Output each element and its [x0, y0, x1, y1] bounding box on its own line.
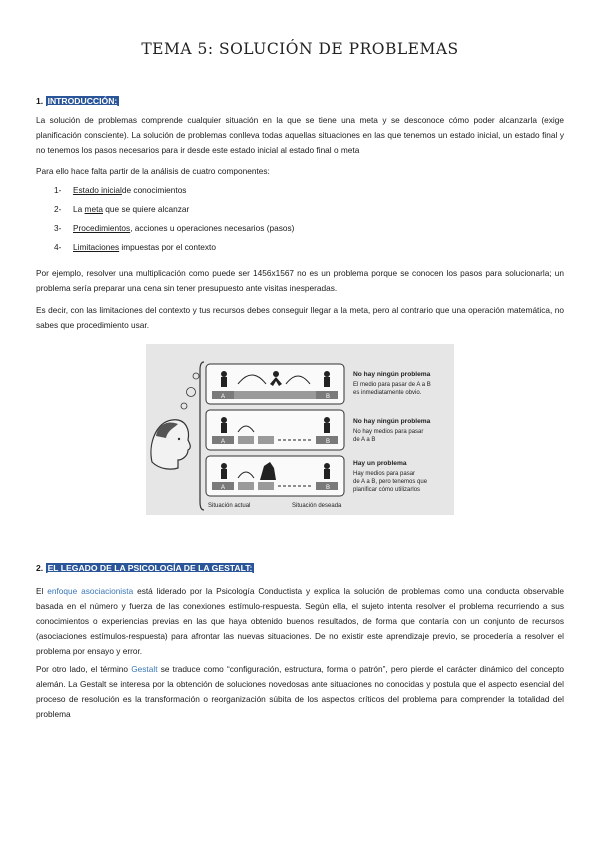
row-2-line-2: de A a B	[353, 437, 376, 443]
intro-paragraph-4: Es decir, con las limitaciones del contexto y tus recursos debes conseguir llegar a la meta, pero al contrario que una operación matemática, no sabes que procedimiento usar.	[36, 305, 564, 330]
section-2-number: 2.	[36, 563, 44, 573]
list-item: 2- La meta que se quiere alcanzar	[54, 204, 190, 214]
list-item: 4- Limitaciones impuestas por el contexto	[54, 242, 216, 252]
list-item: 1- Estado inicial de conocimientos	[54, 185, 187, 195]
gestalt-paragraph-2: Por otro lado, el término Gestalt se traduce como “configuración, estructura, forma o patrón”, pero pierde el carácter dinámico del concepto alemán. La Gestalt se interesa por la obtención de soluciones novedosas ante situaciones no conocidas y postula que el aspecto esencial del proceso de resolución es la transformación o reorganización súbita de los aspectos críticos del problema para comprender la totalidad del problema	[36, 664, 564, 719]
row-3-line-2: de A a B, pero tenemos que	[353, 479, 428, 485]
row-3-line-3: planificar cómo utilizarlos	[353, 487, 421, 493]
scenario-row-3	[206, 456, 428, 496]
section-2-heading	[36, 563, 254, 573]
caption-current-state: Situación actual	[208, 503, 251, 509]
scenario-row-2	[206, 410, 431, 450]
row-2-line-1: No hay medios para pasar	[353, 429, 424, 435]
label-b: B	[326, 394, 331, 400]
section-1-number: 1.	[36, 96, 44, 106]
term-associationist: enfoque asociacionista	[47, 586, 134, 596]
row-1-title: No hay ningún problema	[353, 371, 431, 378]
page-title: TEMA 5: SOLUCIÓN DE PROBLEMAS	[141, 40, 459, 58]
intro-paragraph-3: Por ejemplo, resolver una multiplicación como puede ser 1456x1567 no es un problema porque se conocen los pasos para solucionarla; un problema sería preparar una cena sin tener presupuesto ante visitas inesperadas.	[36, 268, 564, 293]
scenario-row-1	[206, 364, 431, 404]
intro-paragraph-2: Para ello hace falta partir de la análisis de cuatro componentes:	[36, 166, 270, 176]
row-1-line-1: El medio para pasar de A a B	[353, 382, 431, 388]
label-a: A	[221, 394, 226, 400]
problem-diagram-svg	[146, 344, 454, 515]
thinking-head-icon	[151, 373, 199, 469]
row-3-title: Hay un problema	[353, 460, 407, 467]
problem-diagram	[146, 344, 454, 515]
section-1-heading	[36, 96, 119, 106]
row-1-line-2: es inmediatamente obvio.	[353, 390, 422, 396]
section-1-title: INTRODUCCIÓN:	[47, 96, 118, 106]
label-b: B	[326, 439, 331, 445]
list-item: 3- Procedimientos , acciones u operaciones necesarios (pasos)	[54, 223, 295, 233]
label-a: A	[221, 439, 226, 445]
row-2-title: No hay ningún problema	[353, 418, 431, 425]
term-gestalt: Gestalt	[131, 664, 158, 674]
row-3-line-1: Hay medios para pasar	[353, 471, 416, 477]
label-a: A	[221, 485, 226, 491]
gestalt-paragraph-1: El enfoque asociacionista está liderado por la Psicología Conductista y explica la solución de problemas como una conducta observable basada en el número y fuerza de las conexiones estímulo-respuesta. Según ella, el sujeto intenta resolver el problema recurriendo a sus conocimientos o experiencias previas en las que haya obtenido buenos resultados, de forma que contaría con un conjunto de recursos (asociaciones estímulos-respuesta) para afrontar las nuevas situaciones. De no existir este aprendizaje previo, se procedería a resolver el problema por ensayo y error.	[36, 586, 564, 656]
intro-paragraph-1: La solución de problemas comprende cualquier situación en la que se tiene una meta y se desconoce cómo poder alcanzarla (exige planificación consciente). La solución de problemas conlleva todas aquellas situaciones en las que tenemos un estado inicial, un estado final y no tenemos los pasos necesarios para ir desde este estado inicial al estado final o meta	[36, 115, 564, 155]
caption-desired-state: Situación deseada	[292, 503, 342, 509]
label-b: B	[326, 485, 331, 491]
section-2-title: EL LEGADO DE LA PSICOLOGÍA DE LA GESTALT:	[47, 563, 253, 573]
components-list	[54, 185, 294, 261]
